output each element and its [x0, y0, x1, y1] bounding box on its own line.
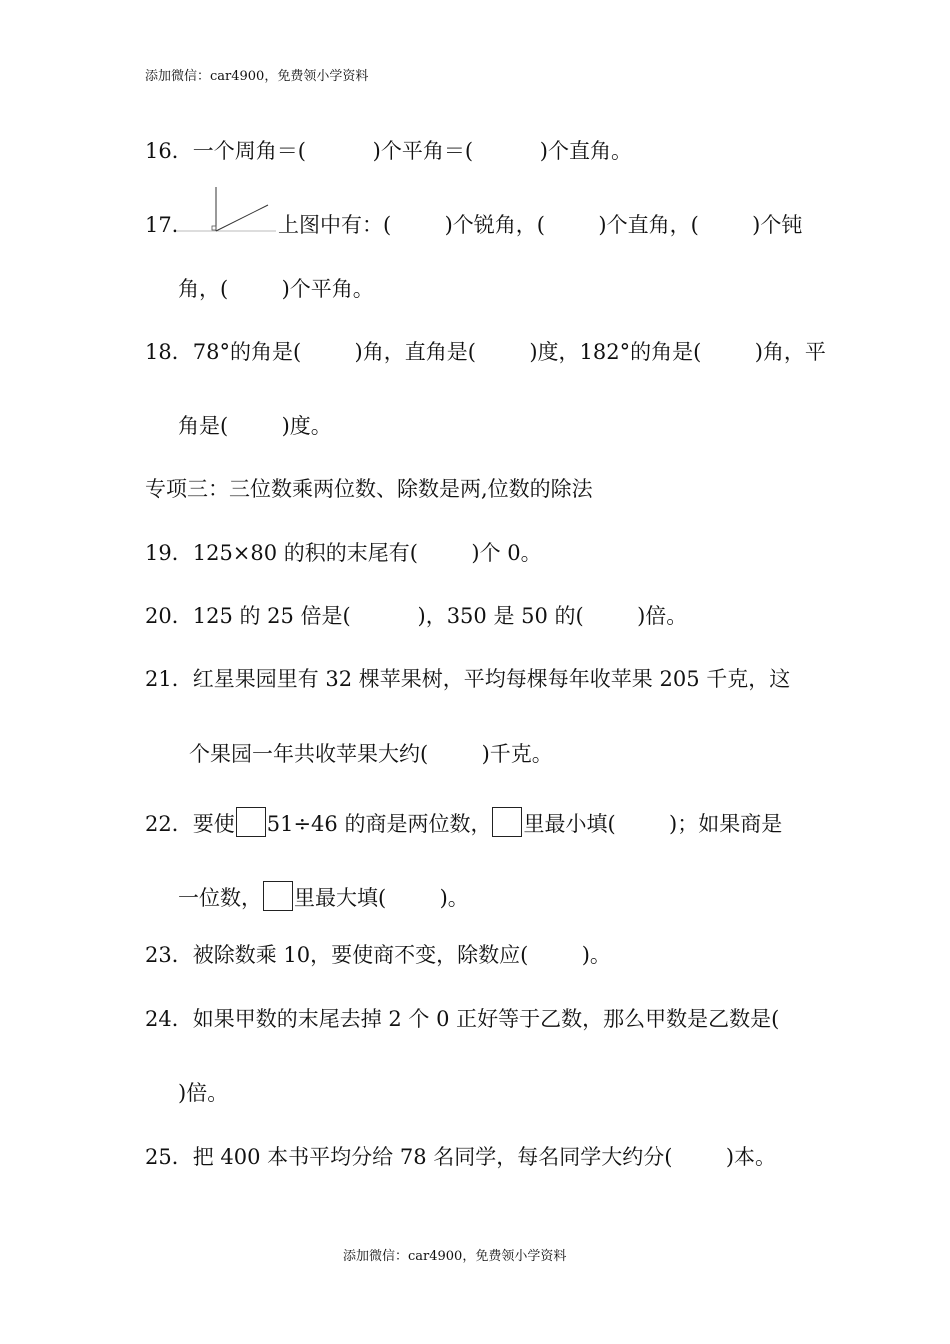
- question-19: 19．125×80 的积的末尾有( )个 0。: [145, 541, 542, 565]
- question-22-line1: [145, 807, 782, 837]
- question-17-line1: 上图中有：( )个锐角，( )个直角，( )个钝: [278, 213, 803, 237]
- question-22-line2a: 一位数，: [178, 886, 262, 910]
- question-25: 25．把 400 本书平均分给 78 名同学，每名同学大约分( )本。: [145, 1145, 777, 1169]
- section-3-title: 专项三：三位数乘两位数、除数是两,位数的除法: [145, 477, 593, 501]
- question-22-line2: [178, 881, 469, 911]
- angle-figure: [176, 185, 280, 235]
- question-21-line2: 个果园一年共收苹果大约( )千克。: [189, 742, 553, 766]
- question-24-line1: 24．如果甲数的末尾去掉 2 个 0 正好等于乙数，那么甲数是乙数是(: [145, 1007, 780, 1031]
- question-17-number: 17．: [145, 213, 193, 237]
- blank-box: [236, 807, 266, 837]
- question-18-line2: 角是( )度。: [178, 414, 332, 438]
- question-20: 20．125 的 25 倍是( )，350 是 50 的( )倍。: [145, 604, 688, 628]
- footer-watermark: 添加微信：car4900，免费领小学资料: [343, 1249, 567, 1264]
- blank-box: [492, 807, 522, 837]
- question-22-part1: 22．要使: [145, 812, 235, 836]
- header-watermark: 添加微信：car4900，免费领小学资料: [145, 69, 369, 84]
- question-18-line1: 18．78°的角是( )角，直角是( )度，182°的角是( )角，平: [145, 340, 826, 364]
- blank-box: [263, 881, 293, 911]
- question-22-part2: 51÷46 的商是两位数，: [266, 812, 492, 836]
- question-22-part3: 里最小填( )；如果商是: [523, 812, 783, 836]
- question-21-line1: 21．红星果园里有 32 棵苹果树，平均每棵每年收苹果 205 千克，这: [145, 667, 791, 691]
- question-17-line2: 角，( )个平角。: [178, 277, 374, 301]
- question-22-line2b: 里最大填( )。: [294, 886, 469, 910]
- question-16: 16．一个周角＝( )个平角＝( )个直角。: [145, 139, 632, 163]
- question-24-line2: )倍。: [178, 1081, 229, 1105]
- question-23: 23．被除数乘 10，要使商不变，除数应( )。: [145, 943, 611, 967]
